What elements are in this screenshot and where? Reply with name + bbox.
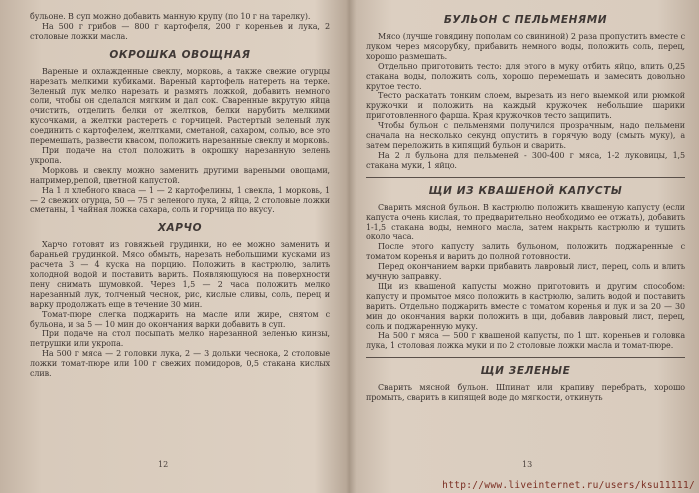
kharcho-paragraph-2: Томат-пюре слегка поджарить на масле или жире, снятом с бульона, и за 5 — 10 мин до окончания варки добавить в суп. [30, 309, 330, 329]
left-intro-paragraph-2: На 500 г грибов — 800 г картофеля, 200 г кореньев и лука, 2 столовые ложки масла. [30, 21, 330, 41]
section-title-bulon: БУЛЬОН С ПЕЛЬМЕНЯМИ [443, 14, 608, 26]
section-divider-2 [366, 357, 685, 358]
shchi-kvashenye-paragraph-2: После этого капусту залить бульоном, положить поджаренные с томатом коренья и варить до полной готовности. [366, 242, 685, 262]
section-title-okroshka: ОКРОШКА ОВОЩНАЯ [109, 48, 251, 61]
kharcho-paragraph-3: При подаче на стол посыпать мелко нарезанной зеленью кинзы, петрушки или укропа. [30, 329, 330, 349]
bulon-paragraph-3: Тесто раскатать тонким слоем, вырезать из него выемкой или рюмкой кружочки и положить на каждый кружочек небольшие шарики приготовленного фарша. Края кружочков тесто защипить. [366, 91, 685, 121]
left-page [0, 0, 346, 493]
okroshka-paragraph-1: Вареные и охлажденные свеклу, морковь, а также свежие огурцы нарезать мелкими кубиками. Вареный картофель натереть на терке. Зеленый лук мелко нарезать и размять ложкой, добавить немного соли, чтобы он сделался мягким и дал сок. Сваренные вкрутую яйца очистить, отделить белки от желтков, белки нарубить мелкими кусочками, а желтки растереть с горчицей. Растертый зеленый лук соединить с картофелем, желтками, сметаной, сахаром, солью, все это перемешать, развести квасом, положить нарезанные свеклу и морковь. [30, 66, 330, 146]
left-intro-paragraph-1: бульоне. В суп можно добавить манную крупу (по 10 г на тарелку). [30, 12, 311, 21]
shchi-kvashenye-paragraph-5: На 500 г мяса — 500 г квашеной капусты, по 1 шт. кореньев и головка лука, 1 столовая ложка муки и по 2 столовые ложки масла и томат-пюре. [366, 331, 685, 351]
shchi-zelenye-paragraph-1: Сварить мясной бульон. Шпинат или крапиву перебрать, хорошо промыть, сварить в кипящей воде до мягкости, откинуть [366, 383, 685, 403]
shchi-kvashenye-paragraph-4: Щи из квашеной капусты можно приготовить и другим способом: капусту и промытое мясо положить в кастрюлю, залить водой и поставить варить. Отдельно поджарить вместе с томатом коренья и лук и за 20 — 30 мин до окончания варки положить в щи, добавив лавровый лист, перец, соль и поджаренную муку. [366, 281, 685, 331]
section-title-shchi-kvashenye: ЩИ ИЗ КВАШЕНОЙ КАПУСТЫ [428, 184, 623, 197]
section-divider-1 [366, 177, 685, 178]
right-page [352, 0, 699, 493]
page-number-right: 13 [522, 460, 533, 469]
section-title-kharcho: ХАРЧО [157, 222, 203, 235]
shchi-kvashenye-paragraph-1: Сварить мясной бульон. В кастрюлю положить квашеную капусту (если капуста очень кислая, то предварительно необходимо ее отжать), добавить 1-1,5 стакана воды, немного масла, затем накрыть кастрюлю и тушить около часа. [366, 202, 685, 242]
source-watermark: http://www.liveinternet.ru/users/ksu11111/ [442, 480, 695, 491]
kharcho-paragraph-4: На 500 г мяса — 2 головки лука, 2 — 3 дольки чеснока, 2 столовые ложки томат-пюре или 100 г свежих помидоров, 0,5 стакана кислых слив. [30, 349, 330, 379]
okroshka-paragraph-2: При подаче на стол положить в окрошку нарезанную зелень укропа. [30, 145, 330, 165]
okroshka-paragraph-4: На 1 л хлебного кваса — 1 — 2 картофелины, 1 свекла, 1 морковь, 1 — 2 свежих огурца, 50 — 75 г зеленого лука, 2 яйца, 2 столовые ложки сметаны, 1 чайная ложка сахара, соль и горчица по вкусу. [30, 185, 330, 215]
section-title-shchi-zelenye: ЩИ ЗЕЛЕНЫЕ [480, 365, 571, 378]
bulon-paragraph-1: Мясо (лучше говядину пополам со свининой) 2 раза пропустить вместе с луком через мясорубку, прибавить немного воды, положить соль, перец, хорошо размешать. [366, 32, 685, 61]
bulon-paragraph-4: Чтобы бульон с пельменями получился прозрачным, надо пельмени сначала на несколько секунд опустить в горячую воду (смыть муку), а затем переложить в кипящий бульон и сварить. [366, 121, 685, 150]
bulon-paragraph-2: Отдельно приготовить тесто: для этого в муку отбить яйцо, влить 0,25 стакана воды, положить соль, хорошо перемешать и замесить довольно крутое тесто. [366, 61, 685, 91]
okroshka-paragraph-3: Морковь и свеклу можно заменить другими вареными овощами, например,репой, цветной капустой. [30, 165, 330, 185]
kharcho-paragraph-1: Харчо готовят из говяжьей грудинки, но ее можно заменить и бараньей грудинкой. Мясо обмыть, нарезать небольшими кусками из расчета 3 — 4 куска на порцию. Положить в кастрюлю, залить холодной водой и поставить варить. Появляющуюся на поверхности пену снимать шумовкой. Через 1,5 — 2 часа положить мелко нарезанный лук, толченый чеснок, рис, кислые сливы, соль, перец и варку продолжать еще в течение 30 мин. [30, 240, 330, 309]
bulon-paragraph-5: На 2 л бульона для пельменей - 300-400 г мяса, 1-2 луковицы, 1,5 стакана муки, 1 яйцо. [366, 150, 685, 170]
page-number-left: 12 [158, 460, 169, 469]
shchi-kvashenye-paragraph-3: Перед окончанием варки прибавить лавровый лист, перец, соль и влить мучную заправку. [366, 262, 685, 282]
